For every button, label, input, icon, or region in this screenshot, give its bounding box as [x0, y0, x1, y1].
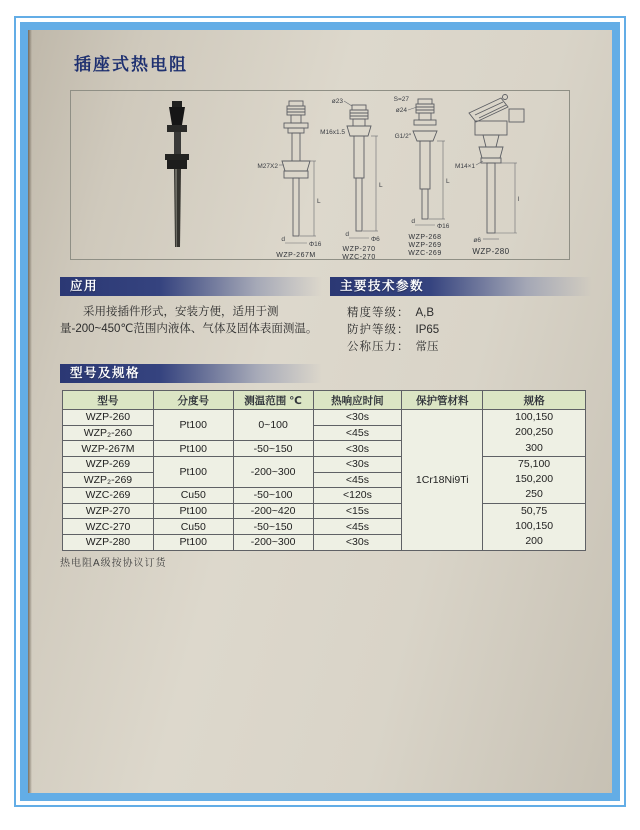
- cell-model: WZP-280: [63, 535, 154, 551]
- cell-graduation: Cu50: [153, 519, 233, 535]
- cell-spec-group: [483, 410, 586, 457]
- drawing-wzp280: [455, 95, 524, 257]
- outer-blue-frame: [14, 16, 626, 807]
- dim-dia-1: Φ16: [309, 241, 322, 248]
- cell-model: WZC-269: [63, 488, 154, 504]
- cell-model: WZP₂-269: [63, 472, 154, 488]
- models-spec-table: [62, 390, 586, 551]
- table-footnote: 热电阻A级按协议订货: [60, 558, 167, 569]
- cell-response: <15s: [313, 503, 402, 519]
- table-row: [63, 410, 586, 426]
- application-body-text: 采用接插件形式，安装方便，适用于测量-200~450℃范围内液体、气体及固体表面测温。: [60, 306, 318, 335]
- col-header-spec: 规格: [483, 391, 586, 410]
- section-header-application: [60, 277, 322, 296]
- model-label-wzp270: WZP-270: [342, 246, 376, 253]
- cell-range: -50~150: [233, 441, 313, 457]
- dim-thread-3: G1/2″: [394, 133, 411, 140]
- parameter-accuracy-label: 精度等级：: [347, 307, 410, 319]
- cell-response: <45s: [313, 425, 402, 441]
- model-label-wzp267m: WZP-267M: [276, 252, 316, 259]
- parameter-protection: [347, 322, 439, 339]
- cell-range: 0~100: [233, 410, 313, 441]
- model-label-wzp268: WZP-268: [408, 234, 442, 241]
- cell-range: -200~420: [233, 503, 313, 519]
- spec-line: 100,150: [515, 411, 554, 423]
- dim-thread-2: M16x1.5: [320, 129, 345, 136]
- parameter-protection-label: 防护等级：: [347, 324, 410, 336]
- probe-photo: [165, 101, 189, 247]
- drawing-wzp270: [320, 98, 383, 261]
- col-header-graduation: 分度号: [153, 391, 233, 410]
- inner-blue-frame: [20, 22, 620, 801]
- dim-thread-4: M14×1: [454, 163, 475, 170]
- model-label-wzc269: WZC-269: [408, 250, 442, 257]
- cell-response: <45s: [313, 472, 402, 488]
- col-header-model: 型号: [63, 391, 154, 410]
- spec-line: 250: [525, 488, 543, 501]
- model-label-wzp280: WZP-280: [472, 247, 510, 256]
- diagram-svg: [71, 91, 571, 261]
- table-row: [63, 503, 586, 519]
- drawing-wzp267m: [257, 101, 321, 259]
- section-header-parameters-label: 主要技术参数: [340, 279, 425, 293]
- dim-dia-4: ø6: [473, 237, 481, 244]
- cell-response: <30s: [313, 410, 402, 426]
- dim-dia-3: Φ16: [437, 223, 450, 230]
- model-label-wzp269: WZP-269: [408, 242, 442, 249]
- cell-spec-group: [483, 456, 586, 503]
- dim-stem-2: d: [345, 231, 349, 238]
- dim-thread-1: M27X2: [257, 163, 278, 170]
- dim-hex-3: S=27: [393, 96, 409, 103]
- parameter-protection-value: IP65: [415, 324, 440, 336]
- cell-spec-group: [483, 503, 586, 550]
- cell-response: <30s: [313, 441, 402, 457]
- dim-length-1: L: [317, 198, 321, 205]
- product-diagrams: [70, 90, 570, 260]
- cell-model: WZP-270: [63, 503, 154, 519]
- parameter-accuracy-value: A,B: [415, 307, 435, 319]
- col-header-response: 热响应时间: [313, 391, 402, 410]
- dim-length-3: L: [446, 178, 450, 185]
- cell-model: WZP-260: [63, 410, 154, 426]
- cell-range: -50~150: [233, 519, 313, 535]
- dim-headdia-3: ø24: [395, 107, 407, 114]
- dim-dia-2: Φ6: [371, 236, 380, 243]
- section-header-parameters: [330, 277, 592, 296]
- cell-response: <120s: [313, 488, 402, 504]
- spec-line: 75,100: [518, 457, 551, 470]
- catalog-page-photo: [28, 30, 612, 793]
- page-title: 插座式热电阻: [74, 55, 188, 74]
- dim-length-2: L: [379, 182, 383, 189]
- cell-response: <45s: [313, 519, 402, 535]
- spec-line: 150,200: [515, 473, 554, 486]
- cell-graduation: Pt100: [153, 456, 233, 487]
- cell-model: WZC-270: [63, 519, 154, 535]
- cell-model: WZP₂-260: [63, 425, 154, 441]
- cell-material: 1Cr18Ni9Ti: [402, 410, 483, 551]
- spec-line: 200,250: [515, 426, 554, 439]
- cell-graduation: Pt100: [153, 503, 233, 519]
- cell-graduation: Cu50: [153, 488, 233, 504]
- cell-response: <30s: [313, 535, 402, 551]
- cell-range: -50~100: [233, 488, 313, 504]
- dim-stem-1: d: [281, 236, 285, 243]
- dim-length-4: l: [518, 196, 520, 203]
- page-edge-shadow: [28, 30, 32, 793]
- parameter-accuracy: [347, 305, 439, 322]
- cell-graduation: Pt100: [153, 410, 233, 441]
- cell-model: WZP-267M: [63, 441, 154, 457]
- section-header-models-label: 型号及规格: [70, 366, 141, 380]
- parameter-pressure-value: 常压: [415, 341, 439, 353]
- col-header-range: 测温范围 ℃: [233, 391, 313, 410]
- table-row: [63, 456, 586, 472]
- col-header-material: 保护管材料: [402, 391, 483, 410]
- parameters-list: [347, 305, 439, 356]
- cell-range: -200~300: [233, 456, 313, 487]
- section-header-application-label: 应用: [70, 279, 99, 293]
- cell-graduation: Pt100: [153, 535, 233, 551]
- spec-line: 200: [525, 535, 543, 548]
- dim-headdia-2: ø23: [331, 98, 343, 105]
- spec-line: 300: [525, 441, 543, 454]
- parameter-pressure-label: 公称压力：: [347, 341, 410, 353]
- drawing-wzp269: [394, 96, 450, 257]
- model-label-wzc270: WZC-270: [342, 254, 376, 261]
- cell-response: <30s: [313, 456, 402, 472]
- section-header-models: [60, 364, 322, 383]
- cell-model: WZP-269: [63, 456, 154, 472]
- parameter-pressure: [347, 339, 439, 356]
- cell-graduation: Pt100: [153, 441, 233, 457]
- dim-stem-3: d: [411, 218, 415, 225]
- spec-line: 100,150: [515, 520, 554, 533]
- cell-range: -200~300: [233, 535, 313, 551]
- spec-line: 50,75: [520, 504, 548, 517]
- table-header-row: [63, 391, 586, 410]
